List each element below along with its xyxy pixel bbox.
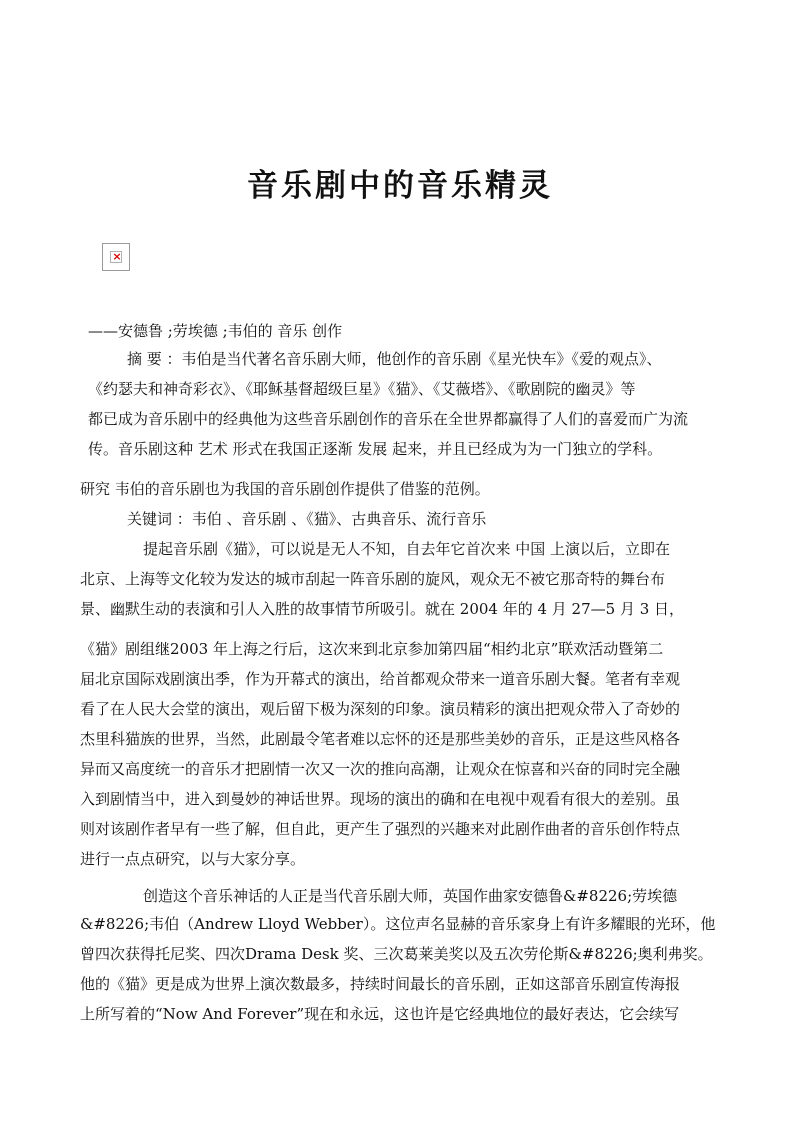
abstract-line: 《约瑟夫和神奇彩衣》、《耶稣基督超级巨星》《猫》、《艾薇塔》、《歌剧院的幽灵》等: [88, 380, 636, 398]
paragraph-line: 上所写着的“Now And Forever”现在和永远，这也许是它经典地位的最好表达，它会续写: [80, 1005, 680, 1023]
paragraph-line: &#8226;韦伯（Andrew Lloyd Webber）。这位声名显赫的音乐家身上有许多耀眼的光环，他: [80, 915, 716, 933]
paragraph-line: 届北京国际戏剧演出季，作为开幕式的演出，给首都观众带来一道音乐剧大餐。笔者有幸观: [80, 670, 681, 688]
paragraph-line: 提起音乐剧《猫》，可以说是无人不知，自去年它首次来 中国 上演以后，立即在: [143, 540, 671, 558]
paragraph-line: 创造这个音乐神话的人正是当代音乐剧大师，英国作曲家安德鲁&#8226;劳埃德: [143, 887, 678, 905]
abstract-line: 都已成为音乐剧中的经典他为这些音乐剧创作的音乐在全世界都赢得了人们的喜爱而广为流: [88, 410, 689, 428]
paragraph-line: 异而又高度统一的音乐才把剧情一次又一次的推向高潮，让观众在惊喜和兴奋的同时完全融: [80, 760, 681, 778]
broken-image-icon: ×: [102, 243, 130, 271]
document-title: 音乐剧中的音乐精灵: [247, 168, 553, 204]
paragraph-line: 杰里科猫族的世界，当然，此剧最令笔者难以忘怀的还是那些美妙的音乐，正是这些风格各: [80, 730, 681, 748]
paragraph-line: 进行一点点研究，以与大家分享。: [80, 850, 306, 868]
paragraph-line: 《猫》剧组继2003 年上海之行后，这次来到北京参加第四届“相约北京”联欢活动暨第二: [80, 640, 664, 658]
paragraph-line: 看了在人民大会堂的演出，观后留下极为深刻的印象。演员精彩的演出把观众带入了奇妙的: [80, 700, 681, 718]
paragraph-line: 曾四次获得托尼奖、四次Drama Desk 奖、三次葛莱美奖以及五次劳伦斯&#8226;奥利弗奖。: [80, 945, 713, 963]
paragraph-line: 入到剧情当中，进入到曼妙的神话世界。现场的演出的确和在电视中观看有很大的差别。虽: [80, 790, 681, 808]
abstract-line: 传。音乐剧这种 艺术 形式在我国正逐渐 发展 起来，并且已经成为为一门独立的学科。: [88, 440, 663, 458]
paragraph-line: 他的《猫》更是成为世界上演次数最多，持续时间最长的音乐剧，正如这部音乐剧宣传海报: [80, 975, 681, 993]
paragraph-line: 景、幽默生动的表演和引人入胜的故事情节所吸引。就在 2004 年的 4 月 27—5 月 3 日，: [80, 600, 685, 618]
paragraph-line: 北京、上海等文化较为发达的城市刮起一阵音乐剧的旋风，观众无不被它那奇特的舞台布: [80, 570, 666, 588]
paragraph-line: 则对该剧作者早有一些了解，但自此，更产生了强烈的兴趣来对此剧作曲者的音乐创作特点: [80, 820, 681, 838]
abstract-line: 研究 韦伯的音乐剧也为我国的音乐剧创作提供了借鉴的范例。: [80, 480, 490, 498]
keywords: 关键词 ：韦伯 、音乐剧 、《猫》、古典音乐、流行音乐: [127, 510, 487, 528]
byline: ——安德鲁 ;劳埃德 ;韦伯的 音乐 创作: [88, 322, 343, 340]
abstract-line: 摘 要 ：韦伯是当代著名音乐剧大师，他创作的音乐剧《星光快车》《爱的观点》、: [127, 350, 662, 368]
